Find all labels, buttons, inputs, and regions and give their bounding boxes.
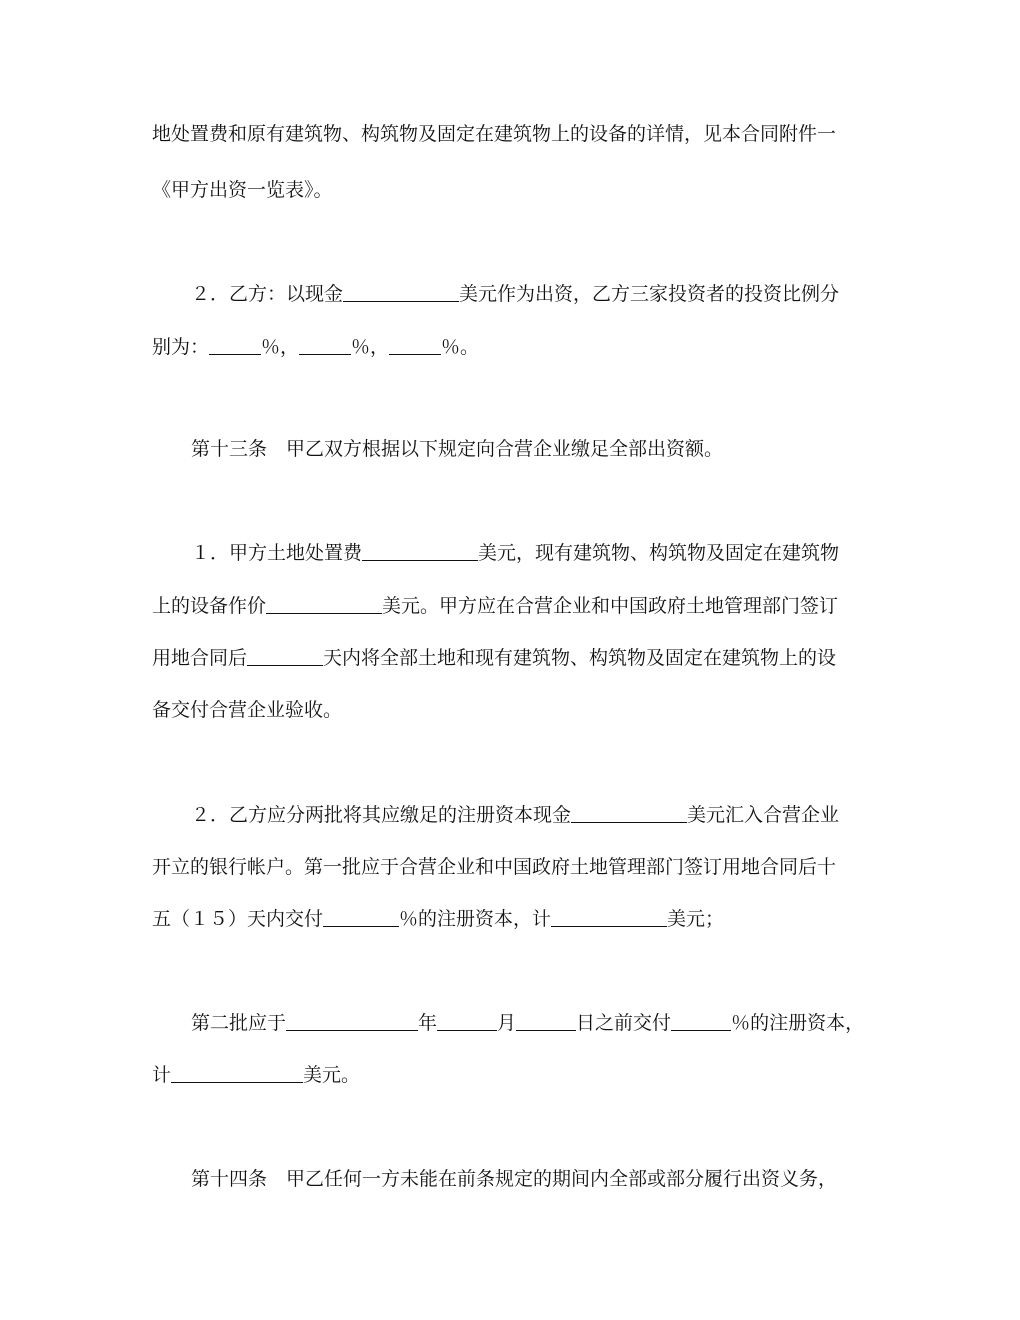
text-line [152,177,333,203]
text-line [152,854,836,880]
text-segment: 美元。 [303,1064,361,1086]
fill-blank [343,283,459,302]
fill-blank [671,1012,731,1031]
fill-blank [286,1012,418,1031]
fill-blank [516,1012,576,1031]
fill-blank [389,336,441,355]
text-segment: ２．乙方：以现金 [191,283,344,305]
text-segment: 上的设备作价 [152,595,267,617]
text-segment: 年 [418,1012,438,1034]
text-segment: １．甲方土地处置费 [191,542,363,564]
text-segment: 月 [497,1012,517,1034]
text-line [191,1166,837,1192]
fill-blank [571,804,687,823]
fill-blank [437,1012,497,1031]
text-segment: 《甲方出资一览表》。 [152,179,333,201]
text-segment: 别为： [152,336,210,358]
text-segment: 备交付合营企业验收。 [152,699,343,721]
text-line [152,645,836,671]
text-line [152,593,838,619]
text-segment: 美元作为出资，乙方三家投资者的投资比例分 [459,283,840,305]
text-segment: 美元。甲方应在合营企业和中国政府土地管理部门签订 [382,595,839,617]
text-segment: 天内将全部土地和现有建筑物、构筑物及固定在建筑物上的设 [323,647,837,669]
text-line [152,1062,360,1088]
text-segment: 计 [152,1064,172,1086]
text-segment: ％， [351,336,390,358]
article-heading: 第十三条 甲乙双方根据以下规定向合营企业缴足全部出资额。 [191,438,724,460]
text-segment: 用地合同后 [152,647,248,669]
text-line [191,281,839,307]
fill-blank [362,542,478,561]
article-heading: 第十四条 甲乙任何一方未能在前条规定的期间内全部或部分履行出资义务， [191,1168,838,1190]
text-line [191,1010,864,1036]
text-line [191,802,839,828]
text-segment: 美元； [667,908,725,930]
text-segment: 美元，现有建筑物、构筑物及固定在建筑物 [478,542,840,564]
text-segment: 开立的银行帐户。第一批应于合营企业和中国政府土地管理部门签订用地合同后十 [152,856,837,878]
text-segment: 第二批应于 [191,1012,287,1034]
text-segment: ％。 [441,336,480,358]
text-line [191,436,723,462]
text-line [152,334,479,360]
fill-blank [299,336,351,355]
fill-blank [551,908,667,927]
text-line [152,906,724,932]
text-segment: 地处置费和原有建筑物、构筑物及固定在建筑物上的设备的详情，见本合同附件一 [152,123,837,145]
text-segment: 日之前交付 [576,1012,672,1034]
fill-blank [209,336,261,355]
text-segment: 美元汇入合营企业 [687,804,840,826]
fill-blank [247,647,323,666]
fill-blank [323,908,399,927]
text-segment: ％， [261,336,300,358]
text-line [191,540,839,566]
text-segment: ％的注册资本， [731,1012,865,1034]
text-segment: 五（１５）天内交付 [152,908,324,930]
text-segment: ２．乙方应分两批将其应缴足的注册资本现金 [191,804,572,826]
text-line [152,697,342,723]
fill-blank [266,595,382,614]
text-line [152,121,836,147]
text-segment: ％的注册资本，计 [399,908,552,930]
fill-blank [171,1064,303,1083]
